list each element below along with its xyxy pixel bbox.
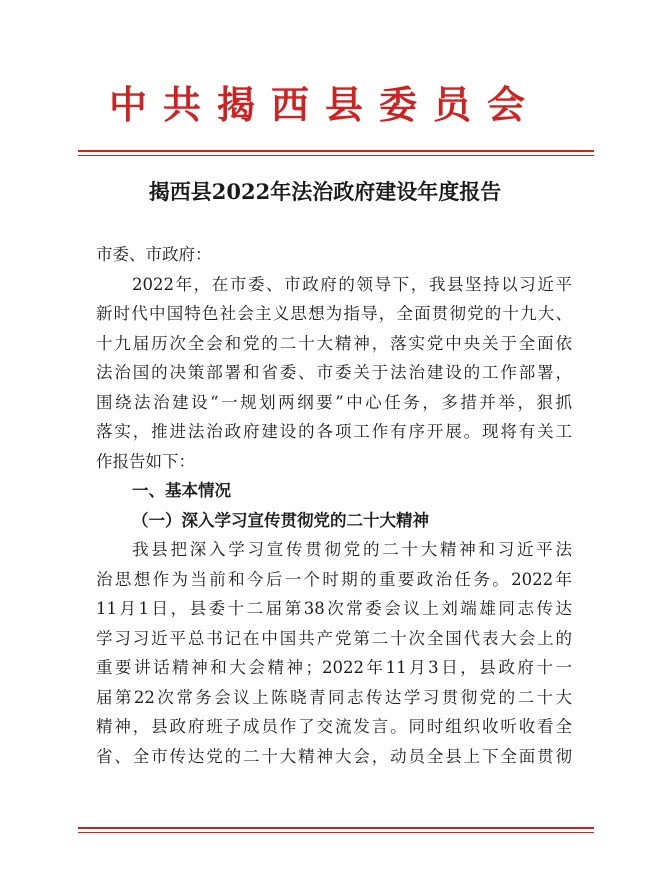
footer-rule-thin bbox=[78, 832, 594, 833]
paragraph-line: 新时代中国特色社会主义思想为指导，全面贯彻党的十九大、 bbox=[96, 304, 572, 323]
paragraph-line: 学习习近平总书记在中国共产党第二十次全国代表大会上的 bbox=[96, 628, 572, 648]
org-header-title: 中共揭西县委员会 bbox=[108, 83, 541, 127]
paragraph-line: 作报告如下： bbox=[96, 451, 195, 471]
paragraph-line: 省、全市传达党的二十大精神大会，动员全县上下全面贯彻 bbox=[96, 746, 572, 766]
paragraph-line: 治思想作为当前和今后一个时期的重要政治任务。2022年 bbox=[96, 569, 572, 589]
document-title: 揭西县2022年法治政府建设年度报告 bbox=[148, 179, 502, 204]
header-rule-thin bbox=[78, 155, 594, 156]
paragraph-line: 落实，推进法治政府建设的各项工作有序开展。现将有关工 bbox=[96, 422, 572, 441]
paragraph-line: 十九届历次全会和党的二十大精神，落实党中央关于全面依 bbox=[96, 333, 572, 353]
paragraph-line: 法治国的决策部署和省委、市委关于法治建设的工作部署， bbox=[96, 363, 572, 382]
section-heading: 一、基本情况 bbox=[132, 481, 231, 500]
paragraph-line: 我县把深入学习宣传贯彻党的二十大精神和习近平法 bbox=[132, 540, 572, 559]
header-rule-thick bbox=[78, 150, 594, 152]
salutation: 市委、市政府： bbox=[96, 245, 212, 264]
paragraph-line: 精神，县政府班子成员作了交流发言。同时组织收听收看全 bbox=[96, 717, 572, 736]
paragraph-line: 届第22次常务会议上陈晓青同志传达学习贯彻党的二十大 bbox=[96, 687, 572, 707]
paragraph-line: 2022年，在市委、市政府的领导下，我县坚持以习近平 bbox=[132, 274, 572, 294]
subsection-heading: （一）深入学习宣传贯彻党的二十大精神 bbox=[132, 510, 429, 530]
footer-rule-thick bbox=[78, 827, 594, 829]
paragraph-line: 11月1日，县委十二届第38次常委会议上刘端雄同志传达 bbox=[96, 599, 572, 618]
paragraph-line: 围绕法治建设“一规划两纲要”中心任务，多措并举，狠抓 bbox=[96, 392, 572, 412]
paragraph-line: 重要讲话精神和大会精神；2022年11月3日，县政府十一 bbox=[96, 658, 572, 677]
document-body bbox=[96, 240, 572, 771]
